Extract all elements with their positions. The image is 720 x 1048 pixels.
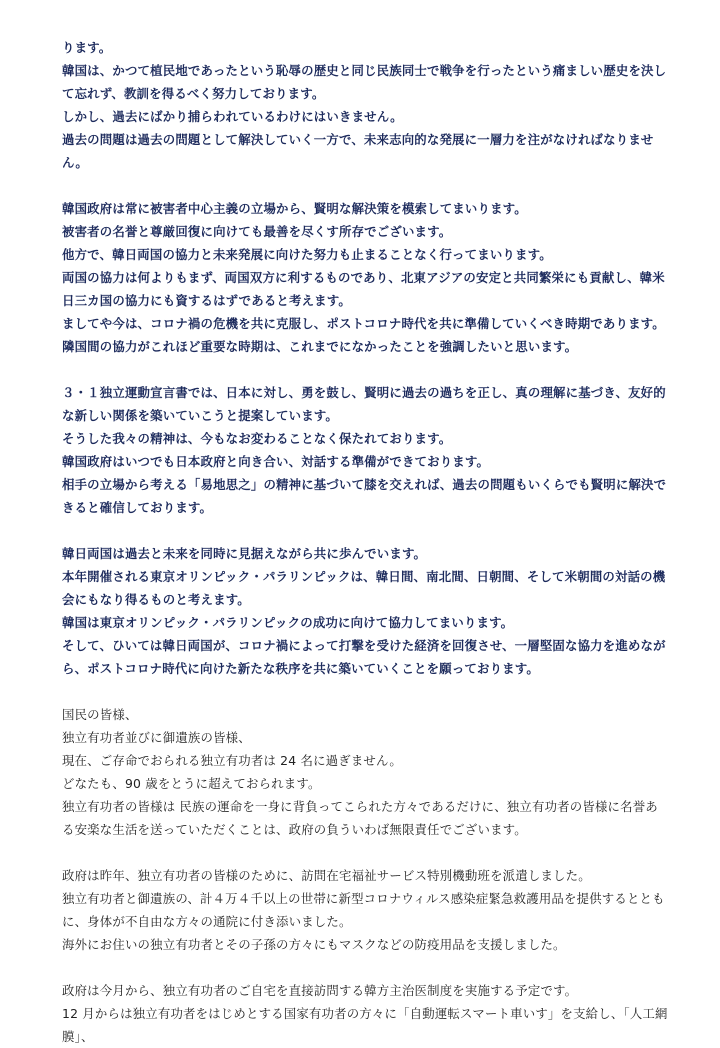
text-line: 現在、ご存命でおられる独立有功者は 24 名に過ぎません。 — [62, 753, 402, 768]
paragraph-independence-patriots — [62, 703, 668, 841]
text-line: 被害者の名誉と尊厳回復に向けても最善を尽くす所存でございます。 — [62, 224, 452, 239]
text-line: ります。 — [62, 40, 112, 55]
paragraph-gap — [62, 358, 668, 381]
text-line: 他方で、韓日両国の協力と未来発展に向けた努力も止まることなく行ってまいります。 — [62, 247, 552, 262]
paragraph-gap — [62, 174, 668, 197]
text-line: 独立有功者と御遺族の、計４万４千以上の世帯に新型コロナウィルス感染症緊急救護用品を提供するとともに、身体が不自由な方々の通院に付き添いました。 — [62, 891, 665, 929]
text-line: 海外にお住いの独立有功者とその子孫の方々にもマスクなどの防疫用品を支援しました。 — [62, 937, 566, 952]
paragraph-gap — [62, 841, 668, 864]
text-line: そして、ひいては韓日両国が、コロナ禍によって打撃を受けた経済を回復させ、一層堅固な協力を進めながら、ポストコロナ時代に向けた新たな秩序を共に築いていくことを願っております。 — [62, 638, 666, 676]
text-line: 韓日両国は過去と未来を同時に見据えながら共に歩んでいます。 — [62, 546, 427, 561]
paragraph-medical-program — [62, 979, 668, 1048]
text-line: 過去の問題は過去の問題として解決していく一方で、未来志向的な発展に一層力を注がなければなりません。 — [62, 132, 654, 170]
text-line: 独立有功者の皆様は 民族の運命を一身に背負ってこられた方々であるだけに、独立有功者の皆様に名誉ある安楽な生活を送っていただくことは、政府の負ういわば無限責任でございます。 — [62, 799, 658, 837]
text-line: ましてや今は、コロナ禍の危機を共に克服し、ポストコロナ時代を共に準備していくべき時期であります。 — [62, 316, 665, 331]
text-line: 韓国は東京オリンピック・パラリンピックの成功に向けて協力してまいります。 — [62, 615, 514, 630]
paragraph-gap — [62, 519, 668, 542]
text-line: 政府は昨年、独立有功者の皆様のために、訪問在宅福祉サービス特別機動班を派遣しました。 — [62, 868, 591, 883]
text-line: 国民の皆様、 — [62, 707, 138, 722]
text-line: 隣国間の協力がこれほど重要な時期は、これまでになかったことを強調したいと思います。 — [62, 339, 578, 354]
text-line: 相手の立場から考える「易地思之」の精神に基づいて膝を交えれば、過去の問題もいくらでも賢明に解決できると確信しております。 — [62, 477, 667, 515]
text-line: 韓国は、かつて植民地であったという恥辱の歴史と同じ民族同士で戦争を行ったという痛ましい歴史を決して忘れず、教訓を得るべく努力しております。 — [62, 63, 667, 101]
paragraph-gap — [62, 680, 668, 703]
text-line: 韓国政府は常に被害者中心主義の立場から、賢明な解決策を模索してまいります。 — [62, 201, 527, 216]
text-line: 政府は今月から、独立有功者のご自宅を直接訪問する韓方主治医制度を実施する予定です。 — [62, 983, 578, 998]
text-line: 韓国政府はいつでも日本政府と向き合い、対話する準備ができております。 — [62, 454, 490, 469]
text-line: 独立有功者並びに御遺族の皆様、 — [62, 730, 251, 745]
text-line: 本年開催される東京オリンピック・パラリンピックは、韓日間、南北間、日朝間、そして米朝間の対話の機会にもなり得るものと考えます。 — [62, 569, 666, 607]
text-line: しかし、過去にばかり捕らわれているわけにはいきません。 — [62, 109, 403, 124]
paragraph-gap — [62, 956, 668, 979]
text-line: 12 月からは独立有功者をはじめとする国家有功者の方々に「自動運転スマート車いす」を支給し、「人工網膜」、 — [62, 1006, 668, 1044]
paragraph-bilateral-cooperation — [62, 197, 668, 358]
paragraph-independence-declaration — [62, 381, 668, 519]
paragraph-tokyo-olympics — [62, 542, 668, 680]
paragraph-welfare-support — [62, 864, 668, 956]
paragraph-history-lessons — [62, 36, 668, 174]
text-line: どなたも、90 歳をとうに超えておられます。 — [62, 776, 321, 791]
text-line: ３・１独立運動宣言書では、日本に対し、勇を鼓し、賢明に過去の過ちを正し、真の理解に基づき、友好的な新しい関係を築いていこうと提案しています。 — [62, 385, 666, 423]
text-line: そうした我々の精神は、今もなお変わることなく保たれております。 — [62, 431, 452, 446]
text-line: 両国の協力は何よりもまず、両国双方に利するものであり、北東アジアの安定と共同繁栄にも貢献し、韓米日三カ国の協力にも資するはずであると考えます。 — [62, 270, 665, 308]
